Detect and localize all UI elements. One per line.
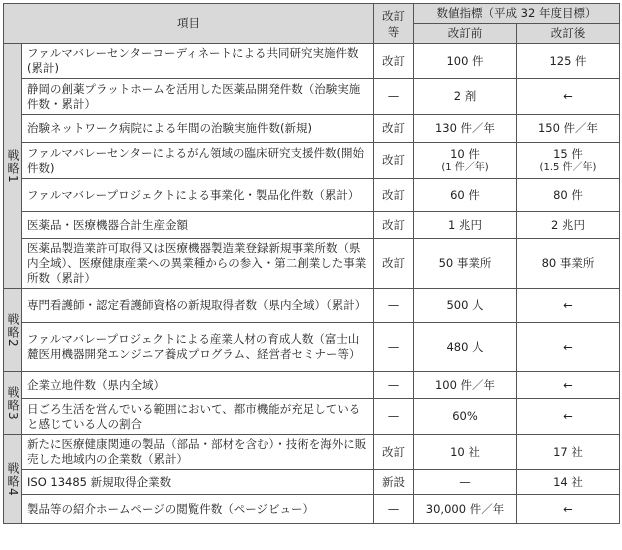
- target-before-value: 60 件: [450, 187, 480, 202]
- item-name: 製品等の紹介ホームページの閲覧件数（ページビュー）: [22, 495, 374, 524]
- target-after-value: 80 事業所: [541, 256, 595, 270]
- table-row: [4, 470, 620, 495]
- table-row: [4, 239, 620, 289]
- revision-status: 改訂: [374, 212, 414, 239]
- item-name: ファルマバレープロジェクトによる産業人材の育成人数（富士山麓医用機器開発エンジニア養成プログラム、経営者セミナー等）: [22, 323, 374, 372]
- target-after-cell: [517, 372, 620, 399]
- target-before-cell: [414, 435, 517, 470]
- target-before-cell: [414, 323, 517, 372]
- target-after-cell: [517, 44, 620, 79]
- target-after-value: ←: [563, 377, 573, 392]
- target-after-annual: (1.5 件／年): [539, 162, 597, 173]
- target-after-value: ←: [563, 89, 573, 103]
- target-before-cell: [414, 179, 517, 212]
- target-before-cell: [414, 372, 517, 399]
- item-name: 医薬品・医療機器合計生産金額: [22, 212, 374, 239]
- item-name: ファルマバレープロジェクトによる事業化・製品化件数（累計）: [22, 179, 374, 212]
- target-after-value: 14 社: [553, 474, 583, 489]
- target-after-value: 150 件／年: [537, 121, 599, 135]
- target-after-value: ←: [563, 409, 573, 423]
- target-before-value: 130 件／年: [434, 121, 496, 135]
- target-before-value: 30,000 件／年: [425, 501, 505, 516]
- target-after-cell: [517, 239, 620, 289]
- table-row: [4, 323, 620, 372]
- table-row: [4, 289, 620, 323]
- target-before-cell: [414, 115, 517, 143]
- target-after-cell: [517, 323, 620, 372]
- target-before-cell: [414, 143, 517, 179]
- target-before-value: 1 兆円: [448, 217, 482, 232]
- target-before-value: 100 件／年: [434, 377, 496, 392]
- revision-status: —: [374, 323, 414, 372]
- revision-status: 改訂: [374, 115, 414, 143]
- header-after: 改訂後: [517, 24, 620, 44]
- strategy-label: 戦略2: [6, 312, 20, 348]
- item-name: 日ごろ生活を営んでいる範囲において、都市機能が充足していると感じている人の割合: [22, 399, 374, 435]
- table-row: [4, 212, 620, 239]
- target-after-value: 15 件: [553, 147, 583, 161]
- revision-status: —: [374, 495, 414, 524]
- table-row: [4, 44, 620, 79]
- target-before-value: 10 社: [450, 444, 480, 459]
- target-after-cell: [517, 399, 620, 435]
- strategy-label: 戦略4: [6, 461, 20, 497]
- item-name: 治験ネットワーク病院による年間の治験実施件数(新規): [22, 115, 374, 143]
- item-name: 専門看護師・認定看護師資格の新規取得者数（県内全域）（累計）: [22, 289, 374, 323]
- table-row: [4, 399, 620, 435]
- header-target-group: 数値指標（平成 32 年度目標）: [414, 4, 620, 24]
- target-before-cell: [414, 239, 517, 289]
- table-row: [4, 372, 620, 399]
- target-after-cell: [517, 435, 620, 470]
- target-before-value: 100 件: [446, 53, 484, 68]
- target-after-cell: [517, 179, 620, 212]
- strategy-cell: [4, 435, 22, 524]
- table-row: [4, 79, 620, 115]
- indicator-table: [3, 3, 620, 524]
- strategy-cell: [4, 289, 22, 372]
- table-row: [4, 143, 620, 179]
- strategy-label: 戦略3: [6, 385, 20, 421]
- target-before-cell: [414, 289, 517, 323]
- target-before-cell: [414, 212, 517, 239]
- strategy-cell: [4, 44, 22, 289]
- target-after-value: ←: [563, 339, 573, 354]
- item-name: 医薬品製造業許可取得又は医療機器製造業登録新規事業所数（県内全域）、医療健康産業への異業種からの参入・第二創業した事業所数（累計）: [22, 239, 374, 289]
- target-after-value: 80 件: [553, 187, 583, 202]
- header-revision: 改訂 等: [374, 4, 414, 44]
- target-before-cell: [414, 495, 517, 524]
- revision-status: 改訂: [374, 239, 414, 289]
- item-name: 新たに医療健康関連の製品（部品・部材を含む）・技術を海外に販売した地域内の企業数（累計）: [22, 435, 374, 470]
- target-after-cell: [517, 212, 620, 239]
- revision-status: —: [374, 289, 414, 323]
- strategy-cell: [4, 372, 22, 435]
- target-before-cell: [414, 399, 517, 435]
- table-row: [4, 435, 620, 470]
- target-after-cell: [517, 115, 620, 143]
- table-row: [4, 495, 620, 524]
- revision-status: 新設: [374, 470, 414, 495]
- target-after-value: 2 兆円: [551, 217, 585, 232]
- target-before-annual: (1 件／年): [441, 162, 489, 173]
- strategy-label: 戦略1: [6, 148, 20, 184]
- revision-status: 改訂: [374, 435, 414, 470]
- revision-status: —: [374, 372, 414, 399]
- target-after-cell: [517, 143, 620, 179]
- target-before-value: 480 人: [446, 339, 484, 354]
- target-after-value: 17 社: [553, 444, 583, 459]
- target-after-cell: [517, 79, 620, 115]
- target-after-value: ←: [563, 298, 573, 312]
- target-before-cell: [414, 44, 517, 79]
- header-before: 改訂前: [414, 24, 517, 44]
- item-name: 静岡の創薬プラットホームを活用した医薬品開発件数（治験実施件数・累計）: [22, 79, 374, 115]
- table-row: [4, 179, 620, 212]
- target-before-value: —: [459, 474, 471, 489]
- item-name: ISO 13485 新規取得企業数: [22, 470, 374, 495]
- target-before-cell: [414, 79, 517, 115]
- item-name: 企業立地件数（県内全域）: [22, 372, 374, 399]
- revision-status: —: [374, 79, 414, 115]
- table-row: [4, 115, 620, 143]
- indicator-table-container: [3, 3, 620, 524]
- item-name: ファルマバレーセンターコーディネートによる共同研究実施件数(累計): [22, 44, 374, 79]
- target-before-value: 500 人: [446, 298, 484, 312]
- target-after-cell: [517, 495, 620, 524]
- revision-status: 改訂: [374, 143, 414, 179]
- target-before-value: 10 件: [450, 147, 480, 161]
- target-before-value: 50 事業所: [438, 256, 492, 270]
- target-before-value: 2 剤: [453, 89, 477, 103]
- target-after-cell: [517, 289, 620, 323]
- revision-status: 改訂: [374, 44, 414, 79]
- indicator-table-body: [4, 44, 620, 524]
- item-name: ファルマバレーセンターによるがん領域の臨床研究支援件数(開始件数): [22, 143, 374, 179]
- revision-status: —: [374, 399, 414, 435]
- header-item: 項目: [4, 4, 374, 44]
- target-after-value: 125 件: [549, 53, 587, 68]
- target-after-cell: [517, 470, 620, 495]
- revision-status: 改訂: [374, 179, 414, 212]
- target-after-value: ←: [563, 501, 573, 516]
- target-before-cell: [414, 470, 517, 495]
- target-before-value: 60%: [452, 409, 478, 423]
